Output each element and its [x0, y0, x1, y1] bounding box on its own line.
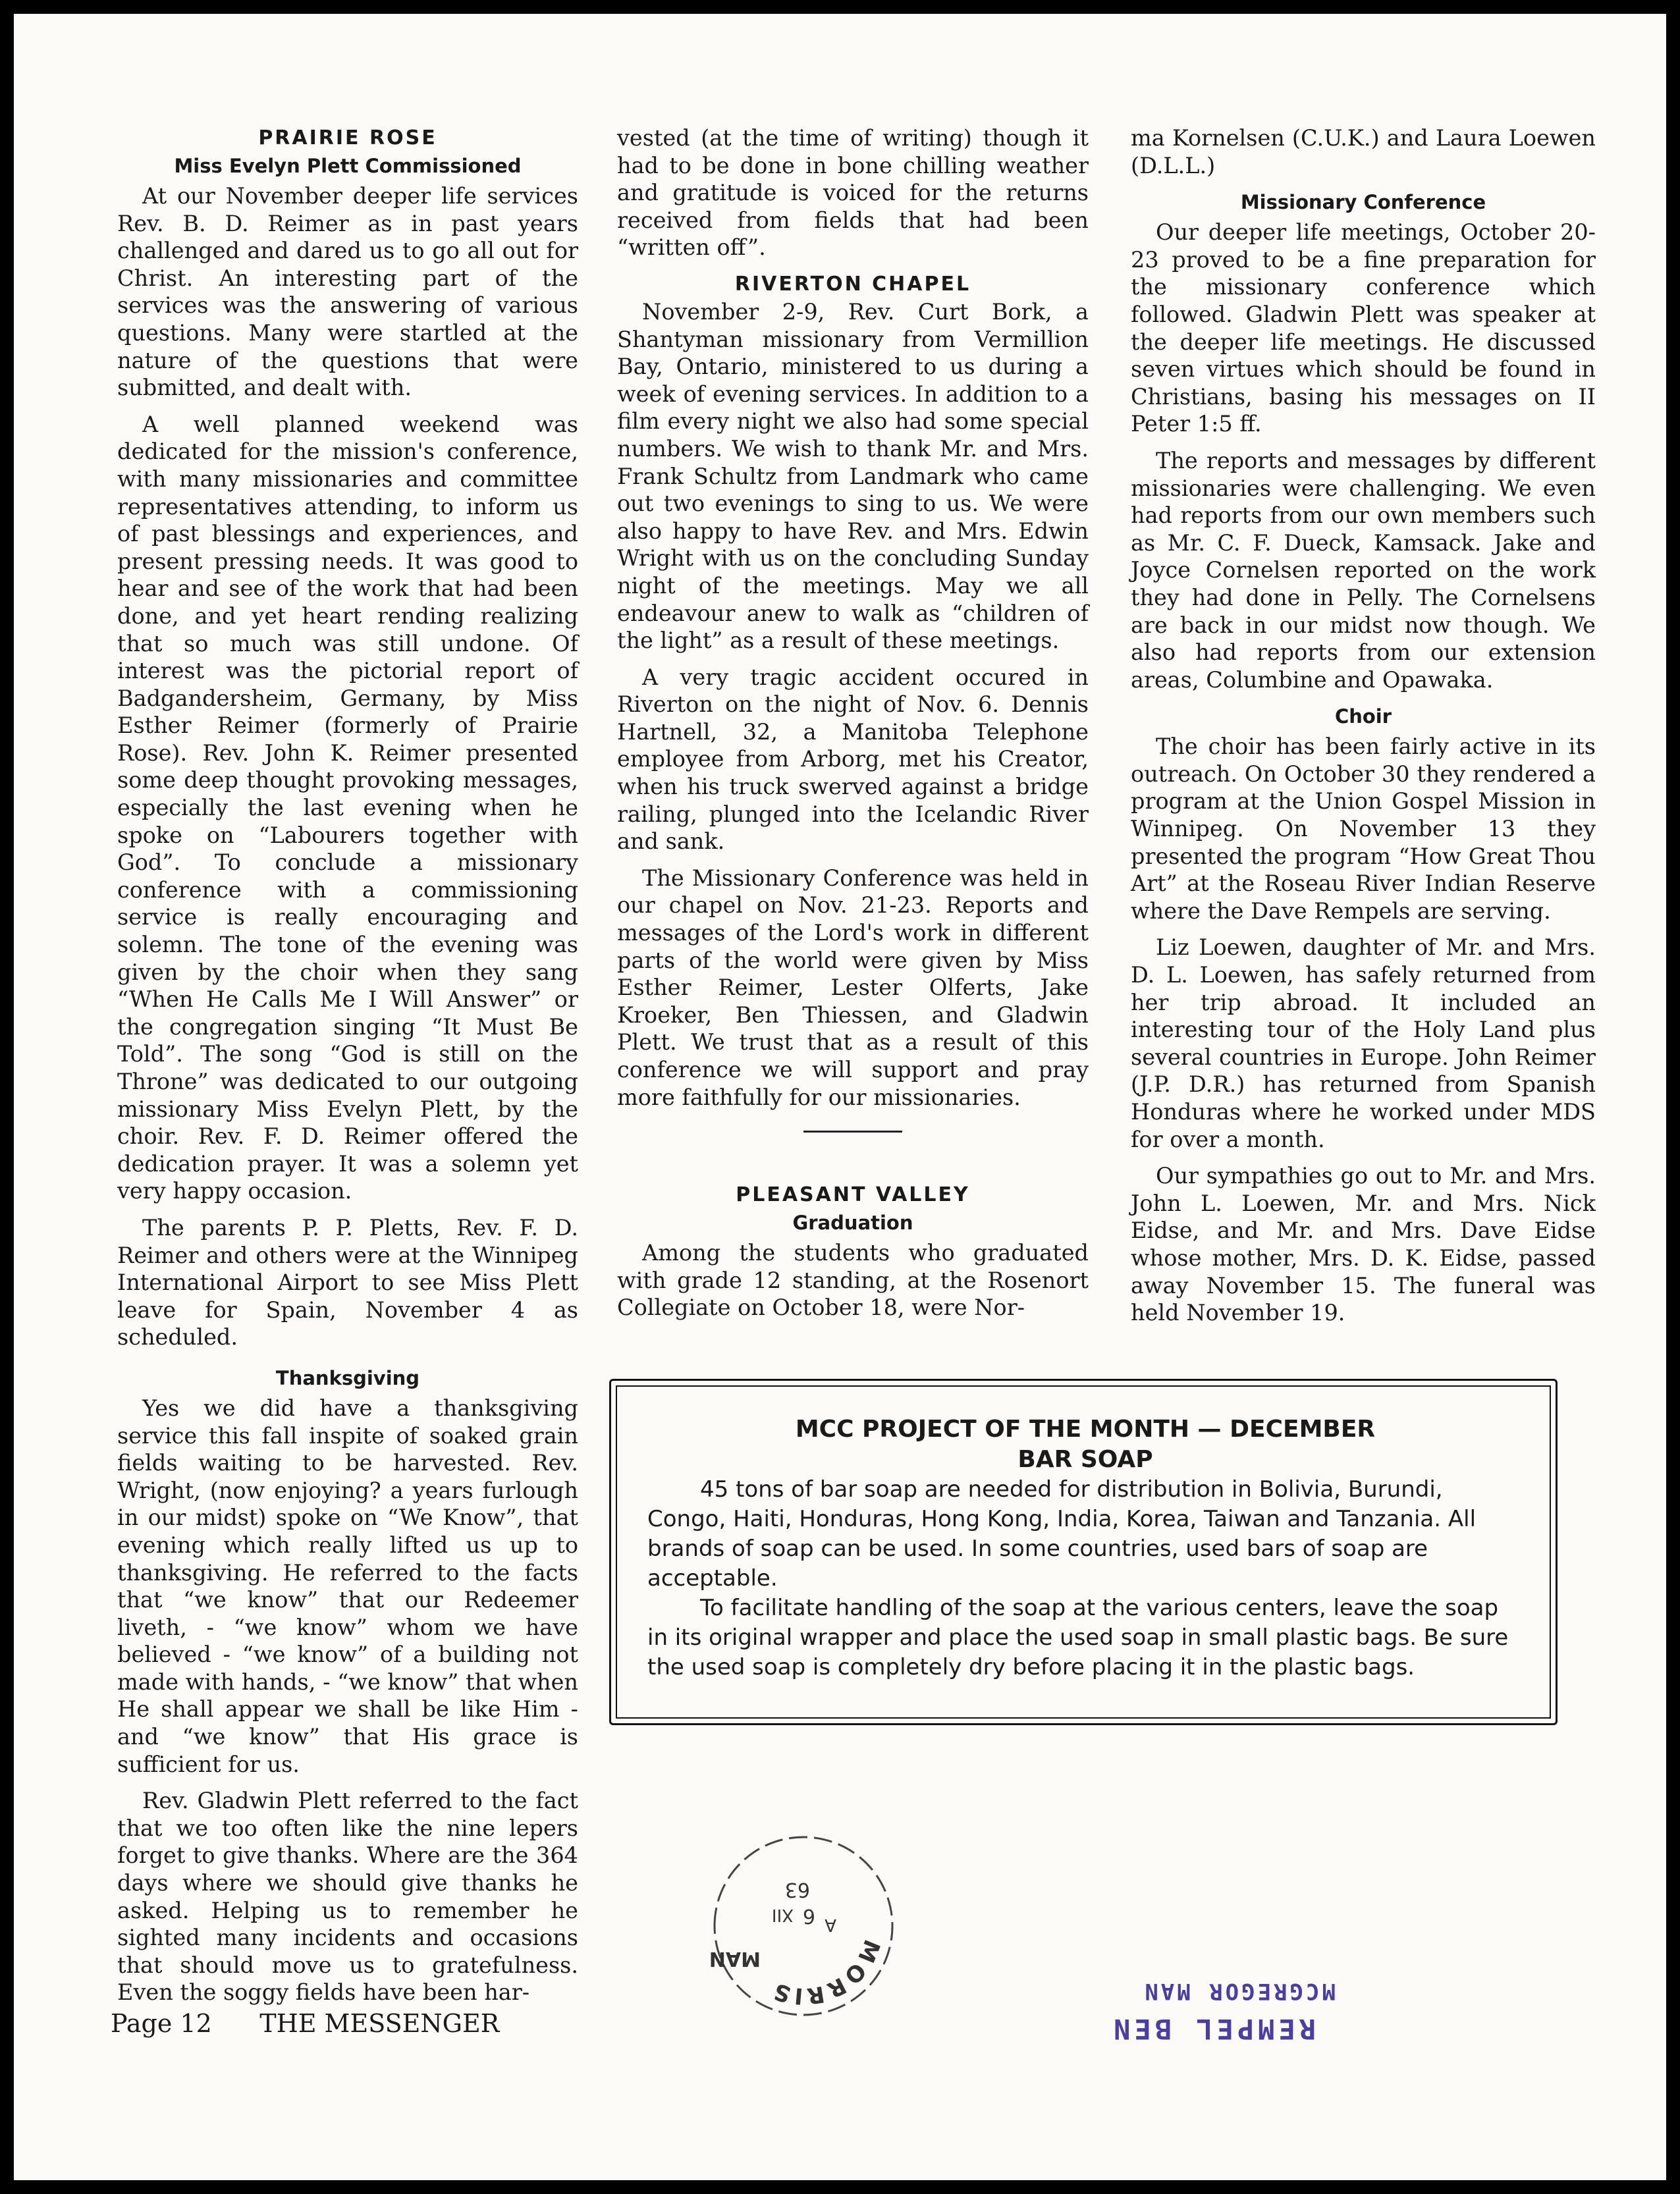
paragraph: Our sympathies go out to Mr. and Mrs. John L. Loewen, Mr. and Mrs. Nick Eidse, and Mr. and Mrs. Dave Eidse whose mother, Mrs. D. K. Eidse, passed away November 15. The funeral was held November 19.	[1131, 1163, 1596, 1326]
paragraph: A well planned weekend was dedicated for the mission's conference, with many missionaries and committee representatives attending, to inform us of past blessings and experiences, and present pressing needs. It was good to hear and see of the work that had been done, and yet heart rending realizing that so much was still undone. Of interest was the pictorial report of Badgandersheim, Germany, by Miss Esther Reimer (formerly of Prairie Rose). Rev. John K. Reimer presented some deep thought provoking messages, especially the last evening when he spoke on “Labourers together with God”. To conclude a missionary conference with a commissioning service is really encouraging and solemn. The tone of the evening was given by the choir when they sang “When He Calls Me I Will Answer” or the congregation singing “It Must Be Told”. The song “God is still on the Throne” was dedicated to our outgoing missionary Miss Evelyn Plett, by the choir. Rev. F. D. Reimer offered the dedication prayer. It was a solemn yet very happy occasion.	[117, 411, 578, 1204]
section-title-prairie-rose: PRAIRIE ROSE	[258, 126, 437, 149]
paragraph: Rev. Gladwin Plett referred to the fact that we too often like the nine lepers forget to give thanks. Where are the 364 days where we should give thanks he asked. Helping us to remember he sighted many incidents and occasions that should move us to gratefulness. Even the soggy fields have been har-	[117, 1788, 578, 2006]
mcc-paragraph: 45 tons of bar soap are needed for distribution in Bolivia, Burundi, Congo, Haiti, Honduras, Hong Kong, India, Korea, Taiwan and Tanzania. All brands of soap can be used. In some countries, used bars of soap are acceptable.	[647, 1476, 1477, 1592]
column-3	[1131, 124, 1596, 1336]
postmark-town: MORRIS	[768, 1936, 885, 2010]
divider	[803, 1131, 902, 1133]
postmark-day: 6	[802, 1904, 815, 1927]
postmark-province: MAN	[709, 1947, 761, 1970]
mcc-subtitle: BAR SOAP	[1017, 1446, 1153, 1473]
page-number: Page 12	[111, 2009, 212, 2038]
publication-name: THE MESSENGER	[259, 2009, 500, 2038]
address-label	[1066, 1959, 1342, 2058]
label-line-2: MCGREGOR MAN	[1142, 1978, 1336, 2004]
paragraph: A very tragic accident occured in Riverton on the night of Nov. 6. Dennis Hartnell, 32, a Manitoba Telephone employee from Arborg, met his Creator, when his truck swerved against a bridge railing, plunged into the Icelandic River and sank.	[617, 664, 1089, 855]
paragraph: The choir has been fairly active in its outreach. On October 30 they rendered a program at the Union Gospel Mission in Winnipeg. On November 13 they presented the program “How Great Thou Art” at the Roseau River Indian Reserve where the Dave Rempels are serving.	[1131, 734, 1596, 924]
subhead-missionary-conference: Missionary Conference	[1240, 191, 1486, 214]
label-line-1: REMPEL BEN	[1110, 2013, 1316, 2045]
postmark-year: 63	[784, 1878, 810, 1901]
paragraph: The parents P. P. Pletts, Rev. F. D. Reimer and others were at the Winnipeg International Airport to see Miss Plett leave for Spain, November 4 as scheduled.	[117, 1214, 578, 1351]
column-2	[617, 124, 1089, 1331]
page-footer	[111, 2009, 499, 2038]
paragraph: Our deeper life meetings, October 20-23 proved to be a fine preparation for the missionary conference which followed. Gladwin Plett was speaker at the deeper life meetings. He discussed seven virtues which should be found in Christians, basing his messages on II Peter 1:5 ff.	[1131, 219, 1596, 437]
paragraph: Among the students who graduated with grade 12 standing, at the Rosenort Collegiate on October 18, were Nor-	[617, 1240, 1089, 1321]
paragraph: Yes we did have a thanksgiving service this fall inspite of soaked grain fields waiting to be harvested. Rev. Wright, (now enjoying? a years furlough in our midst) spoke on “We Know”, that evening which really lifted us up to thanksgiving. He referred to the facts that “we know” that our Redeemer liveth, - “we know” whom we have believed - “we know” of a building not made with hands, - “we know” that when He shall appear we shall be like Him - and “we know” that His grace is sufficient for us.	[117, 1395, 578, 1777]
paragraph: November 2-9, Rev. Curt Bork, a Shantyman missionary from Vermillion Bay, Ontario, ministered to us during a week of evening services. In addition to a film every night we also had some special numbers. We wish to thank Mr. and Mrs. Frank Schultz from Landmark who came out two evenings to sing to us. We were also happy to have Rev. and Mrs. Edwin Wright with us on the concluding Sunday night of the meetings. May we all endeavour anew to walk as “children of the light” as a result of these meetings.	[617, 298, 1089, 654]
postmark-marker: A	[825, 1915, 836, 1935]
paragraph: vested (at the time of writing) though it had to be done in bone chilling weather and gratitude is voiced for the returns received from fields that had been “written off”.	[617, 125, 1089, 261]
subhead-thanksgiving: Thanksgiving	[275, 1366, 420, 1389]
column-1	[117, 124, 578, 2016]
subhead-graduation: Graduation	[792, 1212, 913, 1235]
section-title-pleasant-valley: PLEASANT VALLEY	[736, 1183, 970, 1207]
mcc-title: MCC PROJECT OF THE MONTH — DECEMBER	[795, 1416, 1376, 1443]
paragraph: The reports and messages by different missionaries were challenging. We even had reports from our own members such as Mr. C. F. Dueck, Kamsack. Jake and Joyce Cornelsen reported on the work they had done in Pelly. The Cornelsens are back in our midst now though. We also had reports from our extension areas, Columbine and Opawaka.	[1131, 447, 1596, 693]
mcc-paragraph: To facilitate handling of the soap at the various centers, leave the soap in its original wrapper and place the used soap in small plastic bags. Be sure the used soap is completely dry before placing it in the plastic bags.	[647, 1595, 1509, 1680]
paragraph: Liz Loewen, daughter of Mr. and Mrs. D. L. Loewen, has safely returned from her trip abroad. It included an interesting tour of the Holy Land plus several countries in Europe. John Reimer (J.P. D.R.) has returned from Spanish Honduras where he worked under MDS for over a month.	[1131, 934, 1596, 1152]
subhead-choir: Choir	[1334, 705, 1392, 728]
paragraph: The Missionary Conference was held in our chapel on Nov. 21-23. Reports and messages of the Lord's work in different parts of the world were given by Miss Esther Reimer, Lester Olferts, Jake Kroeker, Ben Thiessen, and Gladwin Plett. We trust that as a result of this conference we will support and pray more faithfully for our missionaries.	[617, 865, 1089, 1110]
paragraph: At our November deeper life services Rev. B. D. Reimer as in past years challenged and dared us to go all out for Christ. An interesting part of the services was the answering of various questions. Many were startled at the nature of the questions that were submitted, and dealt with.	[117, 183, 578, 401]
postmark-stamp	[705, 1827, 902, 2025]
paragraph: ma Kornelsen (C.U.K.) and Laura Loewen (D.L.L.)	[1131, 125, 1596, 178]
mcc-project-box	[616, 1385, 1551, 1719]
section-title-riverton-chapel: RIVERTON CHAPEL	[734, 272, 971, 296]
subhead-evelyn-plett: Miss Evelyn Plett Commissioned	[174, 155, 522, 177]
postmark-month: XII	[771, 1905, 794, 1925]
